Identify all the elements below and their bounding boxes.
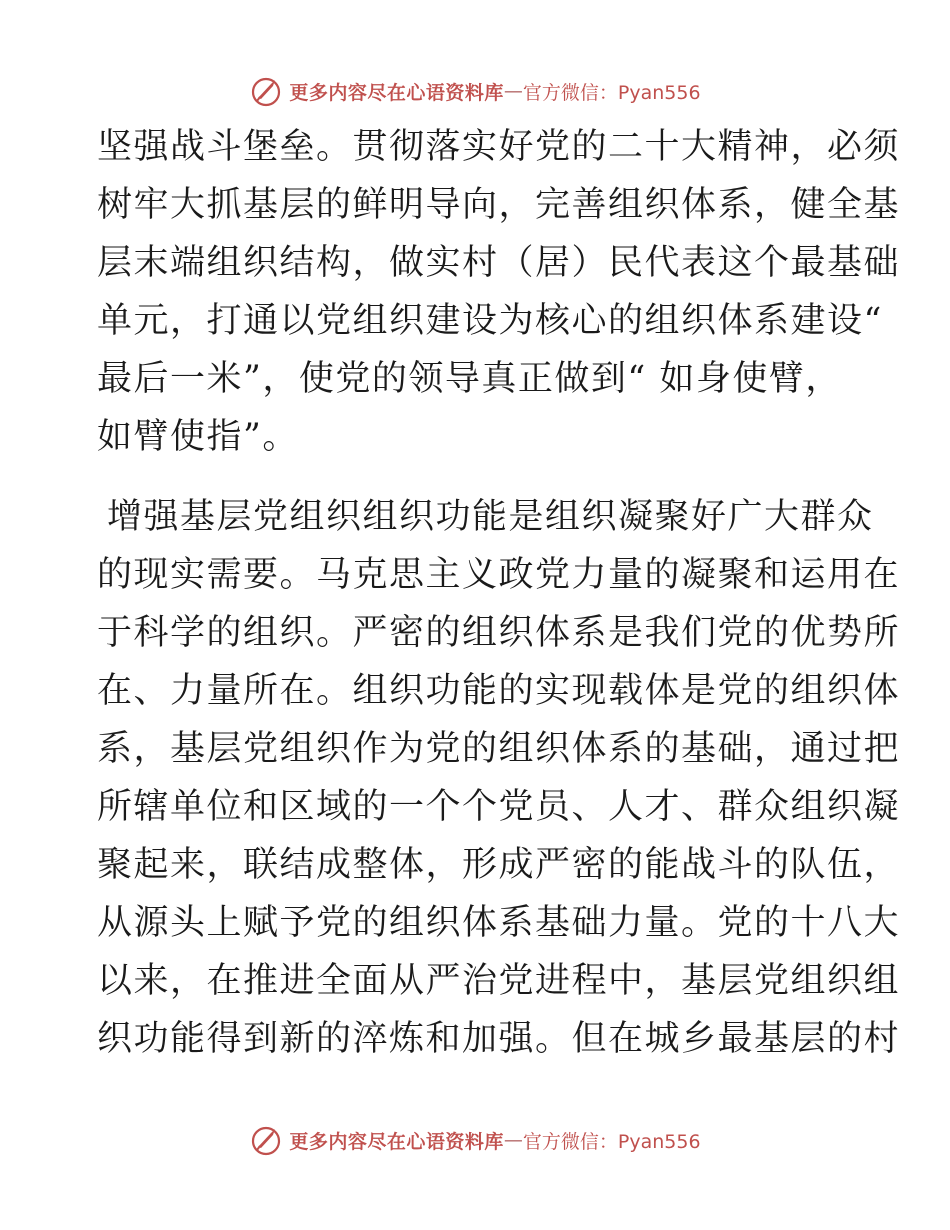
paragraph-line: 于科学的组织。严密的组织体系是我们党的优势所 (97, 613, 901, 653)
paragraph-line: 层末端组织结构，做实村（居）民代表这个最基础 (97, 243, 901, 283)
paragraph-line: 所辖单位和区域的一个个党员、人才、群众组织凝 (97, 787, 901, 827)
paragraph-line: 以来，在推进全面从严治党进程中，基层党组织组 (97, 961, 901, 1001)
header-banner (0, 71, 950, 111)
quill-logo-icon (249, 74, 283, 108)
paragraph-1 (97, 118, 901, 466)
quill-logo-icon (249, 1123, 283, 1157)
paragraph-line: 在、力量所在。组织功能的实现载体是党的组织体 (97, 671, 901, 711)
paragraph-line: 最后一米”，使党的领导真正做到“ 如身使臂， (97, 359, 842, 399)
footer-banner (0, 1120, 950, 1160)
paragraph-line: 单元，打通以党组织建设为核心的组织体系建设“ (97, 301, 883, 341)
paragraph-line: 聚起来，联结成整体，形成严密的能战斗的队伍， (97, 845, 901, 885)
paragraph-line: 的现实需要。马克思主义政党力量的凝聚和运用在 (97, 555, 901, 595)
paragraph-line: 从源头上赋予党的组织体系基础力量。党的十八大 (97, 903, 901, 943)
footer-site-text: 更多内容尽在心语资料库 (289, 1130, 504, 1153)
header-dash: — (503, 80, 523, 102)
paragraph-line: 织功能得到新的淬炼和加强。但在城乡最基层的村 (97, 1019, 901, 1059)
paragraph-2 (97, 488, 901, 1068)
paragraph-line: 系，基层党组织作为党的组织体系的基础，通过把 (97, 729, 901, 769)
header-contact-text: 官方微信：Pyan556 (522, 81, 701, 104)
footer-dash: — (503, 1129, 523, 1151)
paragraph-line: 坚强战斗堡垒。贯彻落实好党的二十大精神，必须 (97, 127, 901, 167)
paragraph-line: 树牢大抓基层的鲜明导向，完善组织体系，健全基 (97, 185, 901, 225)
footer-contact-text: 官方微信：Pyan556 (522, 1130, 701, 1153)
paragraph-line: 如臂使指”。 (97, 417, 299, 457)
paragraph-line: 增强基层党组织组织功能是组织凝聚好广大群众 (107, 497, 874, 537)
document-body (97, 118, 901, 1068)
header-site-text: 更多内容尽在心语资料库 (289, 81, 504, 104)
